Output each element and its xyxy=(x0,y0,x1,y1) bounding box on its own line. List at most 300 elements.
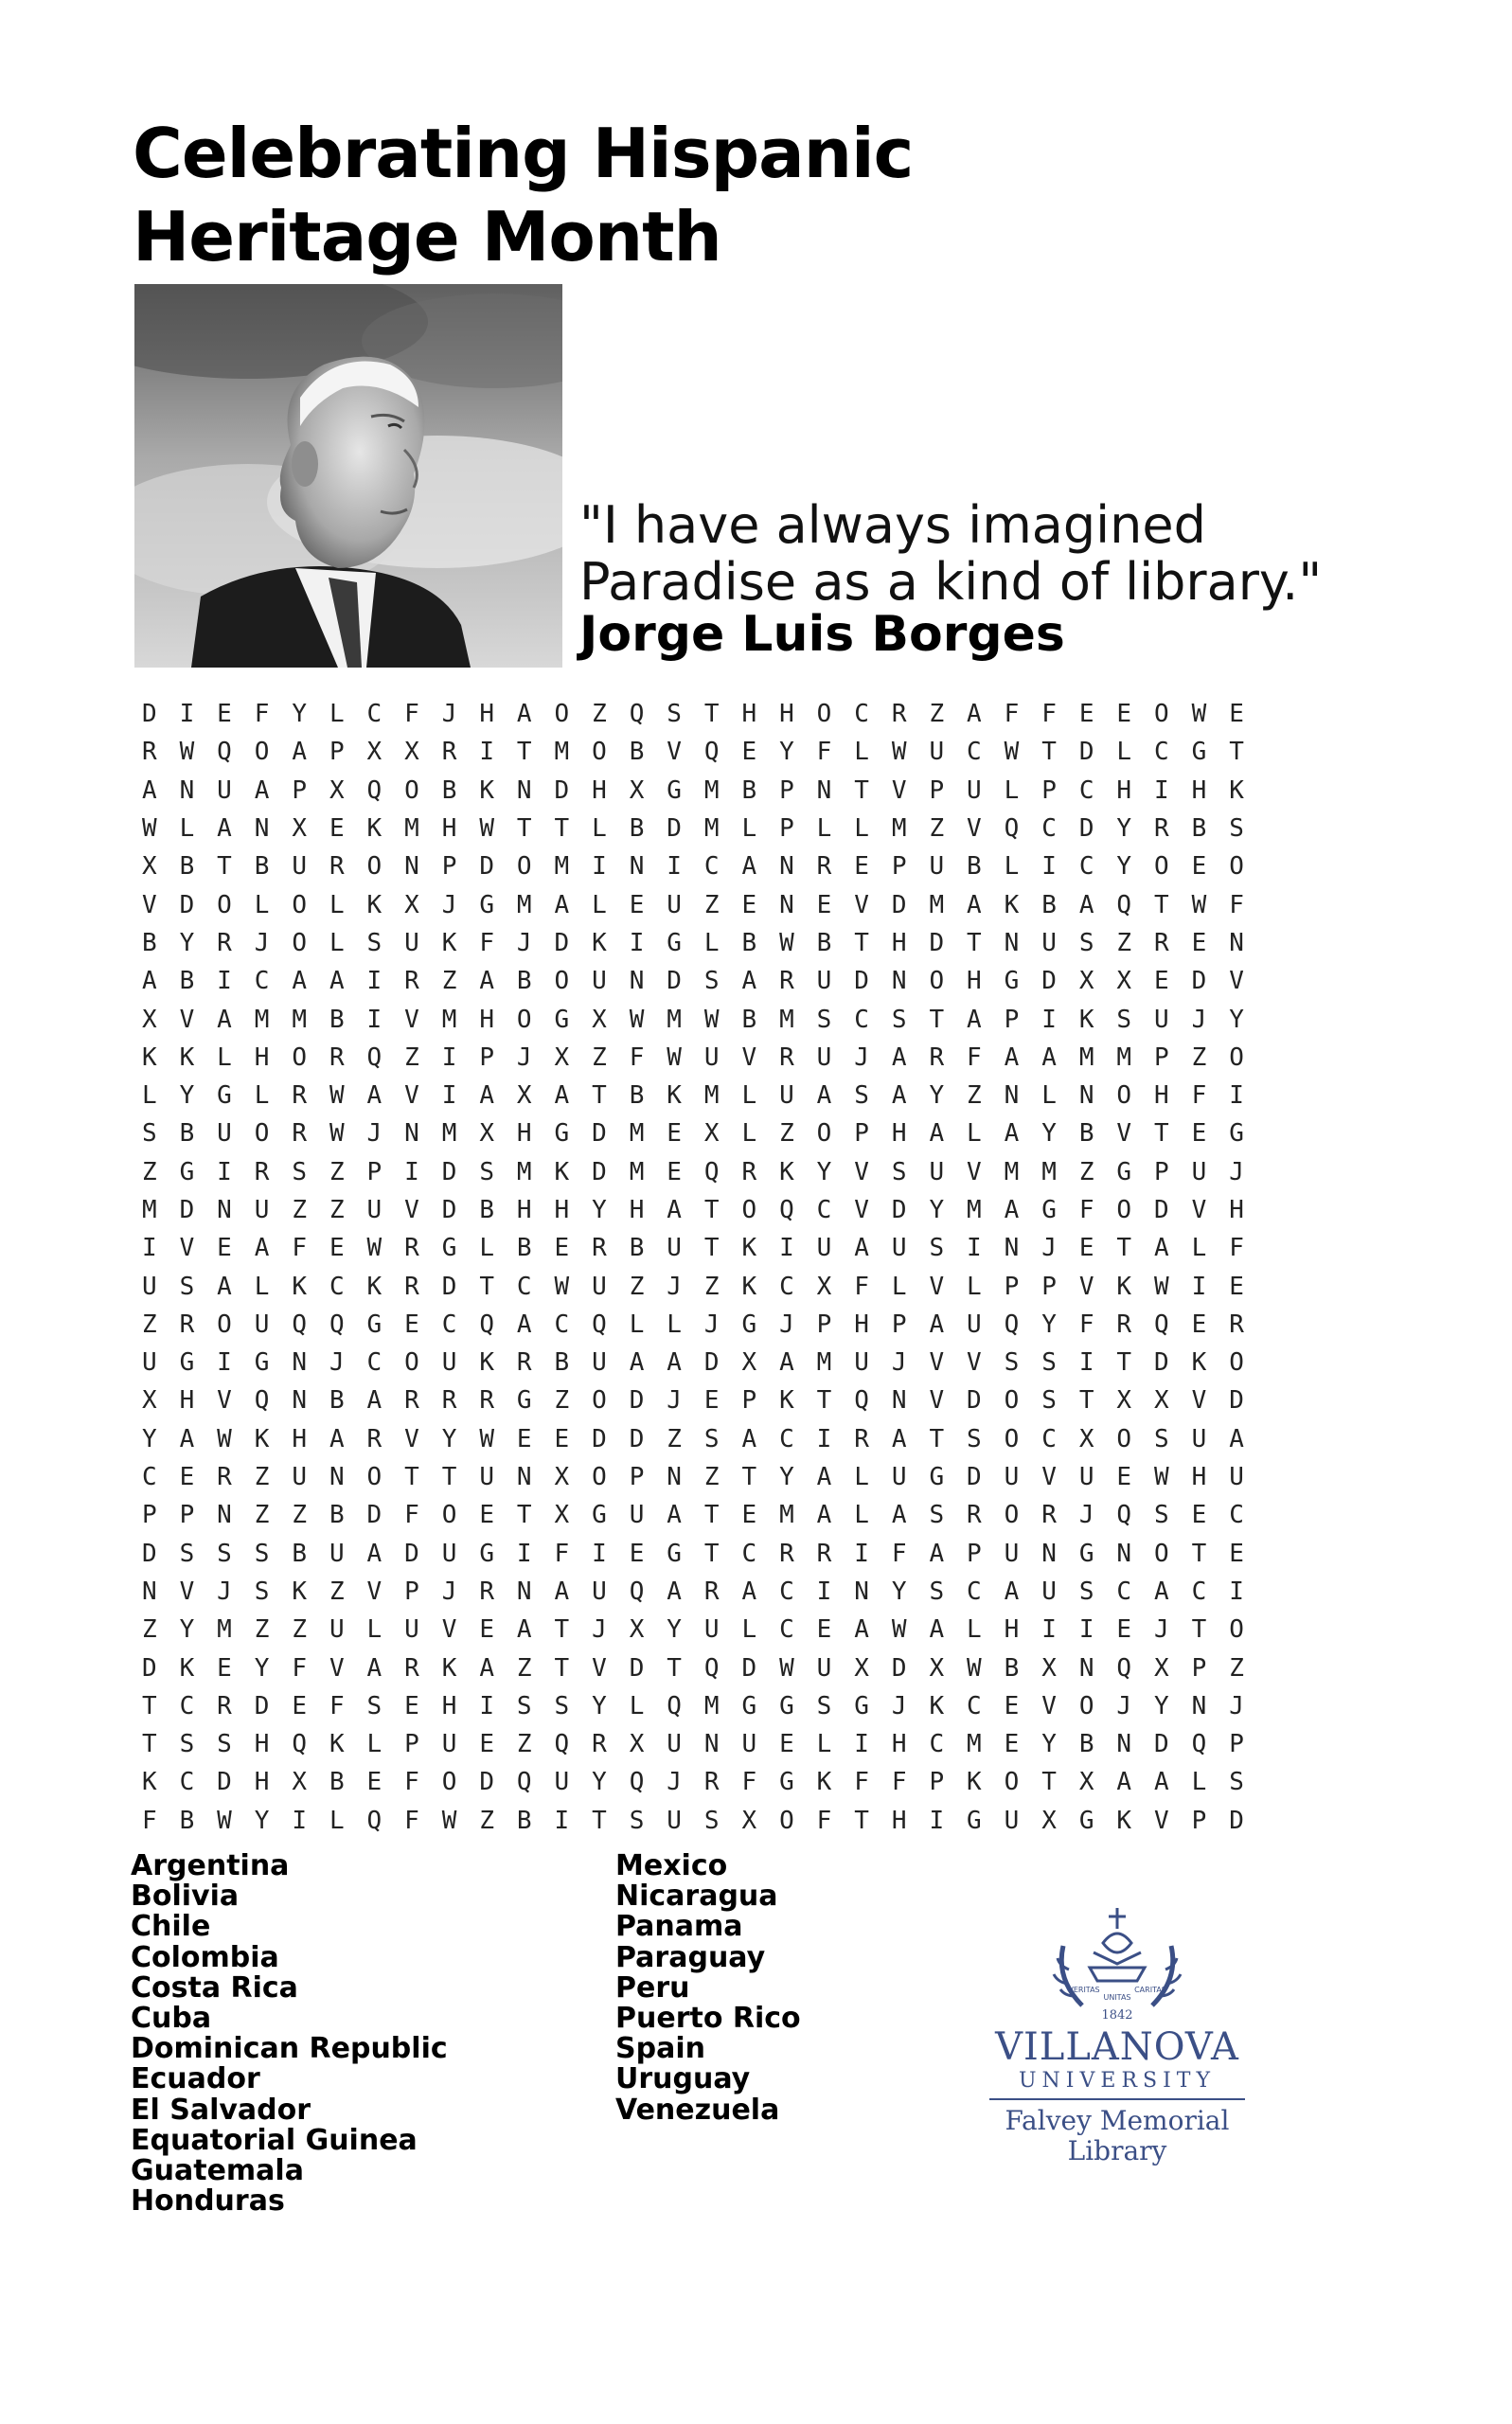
grid-letter: W xyxy=(1191,700,1207,729)
grid-letter: C xyxy=(854,1005,869,1034)
grid-letter: N xyxy=(292,1348,307,1378)
grid-letter: Q xyxy=(667,1691,682,1720)
grid-letter: X xyxy=(366,738,382,767)
grid-letter: N xyxy=(254,814,270,844)
grid-letter: D xyxy=(891,1653,907,1683)
grid-letter: O xyxy=(1229,1348,1244,1378)
grid-letter: O xyxy=(254,1119,270,1149)
grid-letter: O xyxy=(217,1310,232,1339)
grid-letter: C xyxy=(1078,775,1094,805)
grid-letter: P xyxy=(891,1310,907,1339)
grid-letter: T xyxy=(703,700,720,729)
grid-letter: W xyxy=(479,814,494,844)
grid-row xyxy=(131,1802,1333,1840)
grid-letter: F xyxy=(854,1272,869,1301)
grid-letter: N xyxy=(1078,1081,1094,1111)
grid-letter: L xyxy=(703,928,720,957)
grid-letter: K xyxy=(816,1768,832,1797)
grid-letter: Q xyxy=(703,738,720,767)
grid-letter: A xyxy=(479,967,494,996)
grid-letter: M xyxy=(629,1157,645,1186)
grid-letter: R xyxy=(217,928,232,957)
grid-letter: T xyxy=(1116,1234,1132,1263)
grid-letter: O xyxy=(441,1768,457,1797)
grid-letter: W xyxy=(179,738,195,767)
grid-letter: K xyxy=(292,1272,307,1301)
grid-letter: I xyxy=(854,1730,869,1759)
grid-letter: U xyxy=(741,1730,757,1759)
grid-letter: F xyxy=(1004,700,1020,729)
grid-letter: W xyxy=(329,1081,345,1111)
grid-letter: Q xyxy=(1116,1653,1132,1683)
grid-row xyxy=(131,847,1333,885)
grid-letter: L xyxy=(891,1272,907,1301)
grid-letter: J xyxy=(1191,1005,1207,1034)
grid-letter: L xyxy=(592,890,607,919)
grid-letter: Y xyxy=(1229,1005,1244,1034)
grid-letter: U xyxy=(592,967,607,996)
grid-letter: W xyxy=(1004,738,1020,767)
grid-letter: A xyxy=(667,1577,682,1606)
grid-letter: E xyxy=(741,1501,757,1530)
grid-letter: K xyxy=(1078,1005,1094,1034)
grid-letter: W xyxy=(217,1424,232,1453)
grid-letter: V xyxy=(854,1157,869,1186)
grid-letter: L xyxy=(1004,852,1020,882)
grid-letter: P xyxy=(629,1463,645,1492)
grid-letter: T xyxy=(441,1463,457,1492)
grid-letter: C xyxy=(254,967,270,996)
grid-letter: U xyxy=(441,1730,457,1759)
grid-letter: L xyxy=(816,814,832,844)
grid-letter: R xyxy=(441,1386,457,1416)
grid-letter: A xyxy=(816,1081,832,1111)
grid-letter: N xyxy=(292,1386,307,1416)
grid-letter: V xyxy=(329,1653,345,1683)
grid-letter: I xyxy=(366,967,382,996)
grid-letter: D xyxy=(479,1768,494,1797)
grid-letter: M xyxy=(703,814,720,844)
grid-letter: U xyxy=(816,1653,832,1683)
grid-letter: V xyxy=(929,1348,945,1378)
grid-letter: K xyxy=(292,1577,307,1606)
grid-letter: P xyxy=(179,1501,195,1530)
grid-letter: D xyxy=(1229,1806,1244,1835)
grid-letter: U xyxy=(816,1043,832,1072)
grid-letter: A xyxy=(741,1424,757,1453)
grid-letter: P xyxy=(1154,1043,1169,1072)
grid-letter: C xyxy=(929,1730,945,1759)
grid-letter: U xyxy=(217,775,232,805)
grid-letter: O xyxy=(741,1196,757,1224)
grid-letter: R xyxy=(404,967,419,996)
grid-letter: W xyxy=(1154,1272,1169,1301)
grid-letter: L xyxy=(141,1081,157,1111)
grid-letter: U xyxy=(891,1463,907,1492)
grid-letter: Z xyxy=(1191,1043,1207,1072)
grid-letter: U xyxy=(667,1806,682,1835)
grid-letter: Q xyxy=(554,1730,570,1759)
grid-letter: O xyxy=(292,890,307,919)
logo-divider xyxy=(989,2098,1245,2100)
grid-letter: E xyxy=(1229,1539,1244,1568)
grid-letter: O xyxy=(1004,1501,1020,1530)
grid-letter: F xyxy=(479,928,494,957)
grid-row xyxy=(131,1000,1333,1038)
grid-letter: N xyxy=(1004,1234,1020,1263)
grid-letter: G xyxy=(1004,967,1020,996)
word-list-item: Spain xyxy=(615,2032,705,2066)
grid-letter: V xyxy=(1041,1691,1057,1720)
grid-letter: H xyxy=(292,1424,307,1453)
grid-letter: Z xyxy=(516,1730,532,1759)
seal-word-left: VERITAS xyxy=(1068,1986,1100,1994)
grid-letter: L xyxy=(629,1691,645,1720)
grid-row xyxy=(131,695,1333,733)
grid-letter: U xyxy=(703,1615,720,1645)
grid-letter: O xyxy=(592,1386,607,1416)
grid-letter: V xyxy=(404,1081,419,1111)
grid-letter: K xyxy=(667,1081,682,1111)
grid-letter: O xyxy=(779,1806,794,1835)
grid-letter: V xyxy=(929,1272,945,1301)
grid-row xyxy=(131,962,1333,1000)
grid-letter: J xyxy=(891,1348,907,1378)
grid-letter: A xyxy=(179,1424,195,1453)
grid-letter: U xyxy=(667,890,682,919)
grid-letter: L xyxy=(667,1310,682,1339)
grid-letter: M xyxy=(1041,1157,1057,1186)
grid-letter: A xyxy=(667,1348,682,1378)
grid-letter: R xyxy=(741,1157,757,1186)
grid-letter: T xyxy=(703,1539,720,1568)
grid-letter: E xyxy=(554,1234,570,1263)
grid-letter: K xyxy=(929,1691,945,1720)
grid-letter: L xyxy=(967,1119,982,1149)
grid-letter: W xyxy=(891,738,907,767)
grid-letter: I xyxy=(816,1577,832,1606)
grid-letter: F xyxy=(329,1691,345,1720)
grid-letter: U xyxy=(479,1463,494,1492)
grid-letter: Y xyxy=(891,1577,907,1606)
grid-letter: R xyxy=(816,852,832,882)
grid-letter: O xyxy=(404,775,419,805)
grid-letter: U xyxy=(141,1272,157,1301)
grid-letter: G xyxy=(1191,738,1207,767)
grid-letter: Z xyxy=(629,1272,645,1301)
grid-letter: B xyxy=(329,1005,345,1034)
grid-letter: W xyxy=(366,1234,382,1263)
grid-letter: Q xyxy=(1004,814,1020,844)
grid-letter: Y xyxy=(592,1768,607,1797)
grid-letter: F xyxy=(404,1768,419,1797)
grid-letter: M xyxy=(516,1157,532,1186)
grid-letter: B xyxy=(329,1768,345,1797)
grid-letter: P xyxy=(816,1310,832,1339)
grid-letter: N xyxy=(667,1463,682,1492)
grid-letter: Q xyxy=(1116,1501,1132,1530)
grid-letter: L xyxy=(741,814,757,844)
grid-letter: U xyxy=(816,1234,832,1263)
grid-letter: T xyxy=(816,1386,832,1416)
grid-letter: L xyxy=(741,1615,757,1645)
grid-letter: X xyxy=(816,1272,832,1301)
grid-letter: M xyxy=(1078,1043,1094,1072)
grid-letter: Z xyxy=(479,1806,494,1835)
grid-letter: X xyxy=(554,1501,570,1530)
grid-letter: E xyxy=(816,890,832,919)
grid-letter: E xyxy=(217,1653,232,1683)
grid-letter: E xyxy=(1229,1272,1244,1301)
grid-letter: S xyxy=(1041,1386,1057,1416)
grid-letter: I xyxy=(217,1157,232,1186)
grid-letter: U xyxy=(592,1577,607,1606)
grid-letter: G xyxy=(1078,1539,1094,1568)
grid-letter: K xyxy=(779,1157,794,1186)
grid-letter: G xyxy=(667,928,682,957)
grid-letter: U xyxy=(1004,1806,1020,1835)
grid-letter: N xyxy=(1116,1730,1132,1759)
grid-letter: C xyxy=(366,1348,382,1378)
grid-letter: X xyxy=(1078,1424,1094,1453)
grid-letter: S xyxy=(1229,1768,1244,1797)
grid-letter: R xyxy=(703,1768,720,1797)
grid-row xyxy=(131,1114,1333,1152)
grid-letter: I xyxy=(592,852,607,882)
grid-letter: B xyxy=(741,775,757,805)
grid-letter: W xyxy=(703,1005,720,1034)
grid-letter: L xyxy=(592,814,607,844)
grid-letter: M xyxy=(816,1348,832,1378)
grid-letter: L xyxy=(366,1615,382,1645)
word-list-item: Costa Rica xyxy=(131,1970,298,2005)
grid-letter: W xyxy=(217,1806,232,1835)
grid-letter: G xyxy=(516,1386,532,1416)
grid-letter: A xyxy=(516,1615,532,1645)
grid-letter: Q xyxy=(703,1157,720,1186)
grid-letter: S xyxy=(479,1157,494,1186)
grid-letter: T xyxy=(967,928,982,957)
word-list-item: Panama xyxy=(615,1910,743,1944)
word-list-column-b xyxy=(615,1851,975,2126)
grid-letter: V xyxy=(179,1005,195,1034)
grid-letter: Z xyxy=(404,1043,419,1072)
grid-letter: X xyxy=(741,1348,757,1378)
grid-letter: N xyxy=(1116,1539,1132,1568)
grid-letter: E xyxy=(816,1615,832,1645)
grid-letter: K xyxy=(741,1234,757,1263)
grid-letter: W xyxy=(141,814,157,844)
grid-letter: D xyxy=(441,1272,457,1301)
grid-letter: A xyxy=(967,700,982,729)
grid-letter: G xyxy=(217,1081,232,1111)
grid-letter: Y xyxy=(1041,1119,1057,1149)
grid-letter: K xyxy=(1229,775,1244,805)
grid-letter: Y xyxy=(179,928,195,957)
grid-letter: L xyxy=(741,1081,757,1111)
grid-letter: C xyxy=(967,1691,982,1720)
grid-letter: T xyxy=(703,1501,720,1530)
grid-letter: M xyxy=(554,852,570,882)
grid-letter: Y xyxy=(179,1081,195,1111)
grid-letter: V xyxy=(592,1653,607,1683)
grid-letter: Y xyxy=(779,738,794,767)
grid-letter: J xyxy=(667,1386,682,1416)
grid-letter: Z xyxy=(1229,1653,1244,1683)
grid-letter: A xyxy=(967,1005,982,1034)
grid-letter: V xyxy=(366,1577,382,1606)
grid-letter: U xyxy=(329,1539,345,1568)
grid-letter: A xyxy=(1154,1577,1169,1606)
grid-letter: H xyxy=(1004,1615,1020,1645)
grid-row xyxy=(131,1191,1333,1229)
grid-letter: R xyxy=(404,1234,419,1263)
grid-letter: K xyxy=(1004,890,1020,919)
grid-letter: L xyxy=(967,1272,982,1301)
grid-letter: W xyxy=(554,1272,570,1301)
grid-letter: O xyxy=(592,1463,607,1492)
grid-row xyxy=(131,1306,1333,1344)
grid-letter: N xyxy=(854,1577,869,1606)
grid-letter: U xyxy=(667,1730,682,1759)
grid-letter: J xyxy=(1229,1157,1244,1186)
grid-letter: Z xyxy=(703,890,720,919)
grid-letter: D xyxy=(929,928,945,957)
grid-letter: J xyxy=(441,890,457,919)
grid-letter: P xyxy=(929,1768,945,1797)
grid-letter: T xyxy=(1191,1539,1207,1568)
grid-letter: Y xyxy=(1041,1730,1057,1759)
grid-letter: U xyxy=(254,1196,270,1224)
grid-letter: U xyxy=(779,1081,794,1111)
grid-letter: K xyxy=(479,775,494,805)
grid-letter: I xyxy=(217,967,232,996)
grid-letter: I xyxy=(516,1539,532,1568)
grid-letter: O xyxy=(1154,852,1169,882)
grid-letter: E xyxy=(479,1730,494,1759)
grid-letter: N xyxy=(404,852,419,882)
grid-letter: T xyxy=(592,1081,607,1111)
grid-letter: S xyxy=(1154,1501,1169,1530)
grid-letter: S xyxy=(254,1539,270,1568)
grid-letter: W xyxy=(667,1043,682,1072)
grid-letter: H xyxy=(1191,775,1207,805)
grid-letter: N xyxy=(516,1463,532,1492)
grid-letter: C xyxy=(741,1539,757,1568)
grid-letter: R xyxy=(329,1043,345,1072)
grid-letter: H xyxy=(254,1043,270,1072)
grid-letter: V xyxy=(891,775,907,805)
grid-letter: C xyxy=(779,1615,794,1645)
grid-letter: C xyxy=(1041,1424,1057,1453)
grid-letter: X xyxy=(1154,1653,1169,1683)
grid-letter: C xyxy=(816,1196,832,1224)
grid-letter: O xyxy=(217,890,232,919)
grid-letter: J xyxy=(1154,1615,1169,1645)
grid-letter: N xyxy=(1229,928,1244,957)
grid-letter: C xyxy=(1116,1577,1132,1606)
grid-letter: D xyxy=(441,1157,457,1186)
grid-letter: R xyxy=(217,1691,232,1720)
grid-row xyxy=(131,1496,1333,1534)
grid-letter: D xyxy=(854,967,869,996)
grid-letter: C xyxy=(141,1463,157,1492)
word-list-item: Honduras xyxy=(131,2184,285,2219)
grid-letter: C xyxy=(1191,1577,1207,1606)
grid-letter: I xyxy=(629,928,645,957)
grid-letter: K xyxy=(967,1768,982,1797)
grid-row xyxy=(131,1267,1333,1305)
grid-letter: B xyxy=(441,775,457,805)
grid-letter: F xyxy=(816,1806,832,1835)
grid-letter: Z xyxy=(329,1157,345,1186)
quote-author: Jorge Luis Borges xyxy=(579,606,1065,663)
quote-line-1: "I have always imagined xyxy=(579,495,1206,555)
grid-letter: S xyxy=(703,967,720,996)
grid-letter: L xyxy=(1004,775,1020,805)
grid-letter: S xyxy=(854,1081,869,1111)
grid-letter: T xyxy=(854,928,869,957)
grid-letter: X xyxy=(703,1119,720,1149)
grid-letter: L xyxy=(741,1119,757,1149)
grid-letter: O xyxy=(1004,1768,1020,1797)
grid-letter: V xyxy=(967,1157,982,1186)
grid-letter: R xyxy=(1041,1501,1057,1530)
grid-letter: A xyxy=(554,1577,570,1606)
grid-letter: S xyxy=(516,1691,532,1720)
grid-letter: J xyxy=(441,700,457,729)
grid-letter: J xyxy=(441,1577,457,1606)
grid-letter: A xyxy=(891,1501,907,1530)
grid-letter: N xyxy=(703,1730,720,1759)
grid-letter: A xyxy=(366,1386,382,1416)
grid-letter: M xyxy=(667,1005,682,1034)
grid-letter: R xyxy=(254,1157,270,1186)
grid-row xyxy=(131,810,1333,847)
grid-letter: B xyxy=(329,1501,345,1530)
grid-letter: T xyxy=(929,1424,945,1453)
grid-letter: P xyxy=(1041,775,1057,805)
grid-letter: I xyxy=(1041,1005,1057,1034)
grid-letter: D xyxy=(1154,1348,1169,1378)
grid-letter: B xyxy=(516,1234,532,1263)
grid-letter: Q xyxy=(1004,1310,1020,1339)
grid-letter: Q xyxy=(1154,1310,1169,1339)
grid-row xyxy=(131,1573,1333,1611)
grid-row xyxy=(131,1420,1333,1458)
grid-letter: P xyxy=(329,738,345,767)
grid-letter: W xyxy=(1154,1463,1169,1492)
grid-letter: O xyxy=(816,1119,832,1149)
grid-letter: X xyxy=(741,1806,757,1835)
grid-letter: I xyxy=(1191,1272,1207,1301)
grid-letter: I xyxy=(1078,1348,1094,1378)
grid-letter: L xyxy=(854,1463,869,1492)
grid-letter: J xyxy=(516,928,532,957)
grid-letter: G xyxy=(1078,1806,1094,1835)
grid-letter: O xyxy=(1078,1691,1094,1720)
grid-letter: P xyxy=(854,1119,869,1149)
grid-letter: V xyxy=(1154,1806,1169,1835)
grid-letter: F xyxy=(741,1768,757,1797)
grid-letter: U xyxy=(292,1463,307,1492)
grid-letter: C xyxy=(779,1272,794,1301)
grid-letter: I xyxy=(479,738,494,767)
grid-letter: E xyxy=(479,1501,494,1530)
grid-letter: A xyxy=(217,814,232,844)
grid-letter: I xyxy=(1229,1081,1244,1111)
grid-letter: B xyxy=(141,928,157,957)
